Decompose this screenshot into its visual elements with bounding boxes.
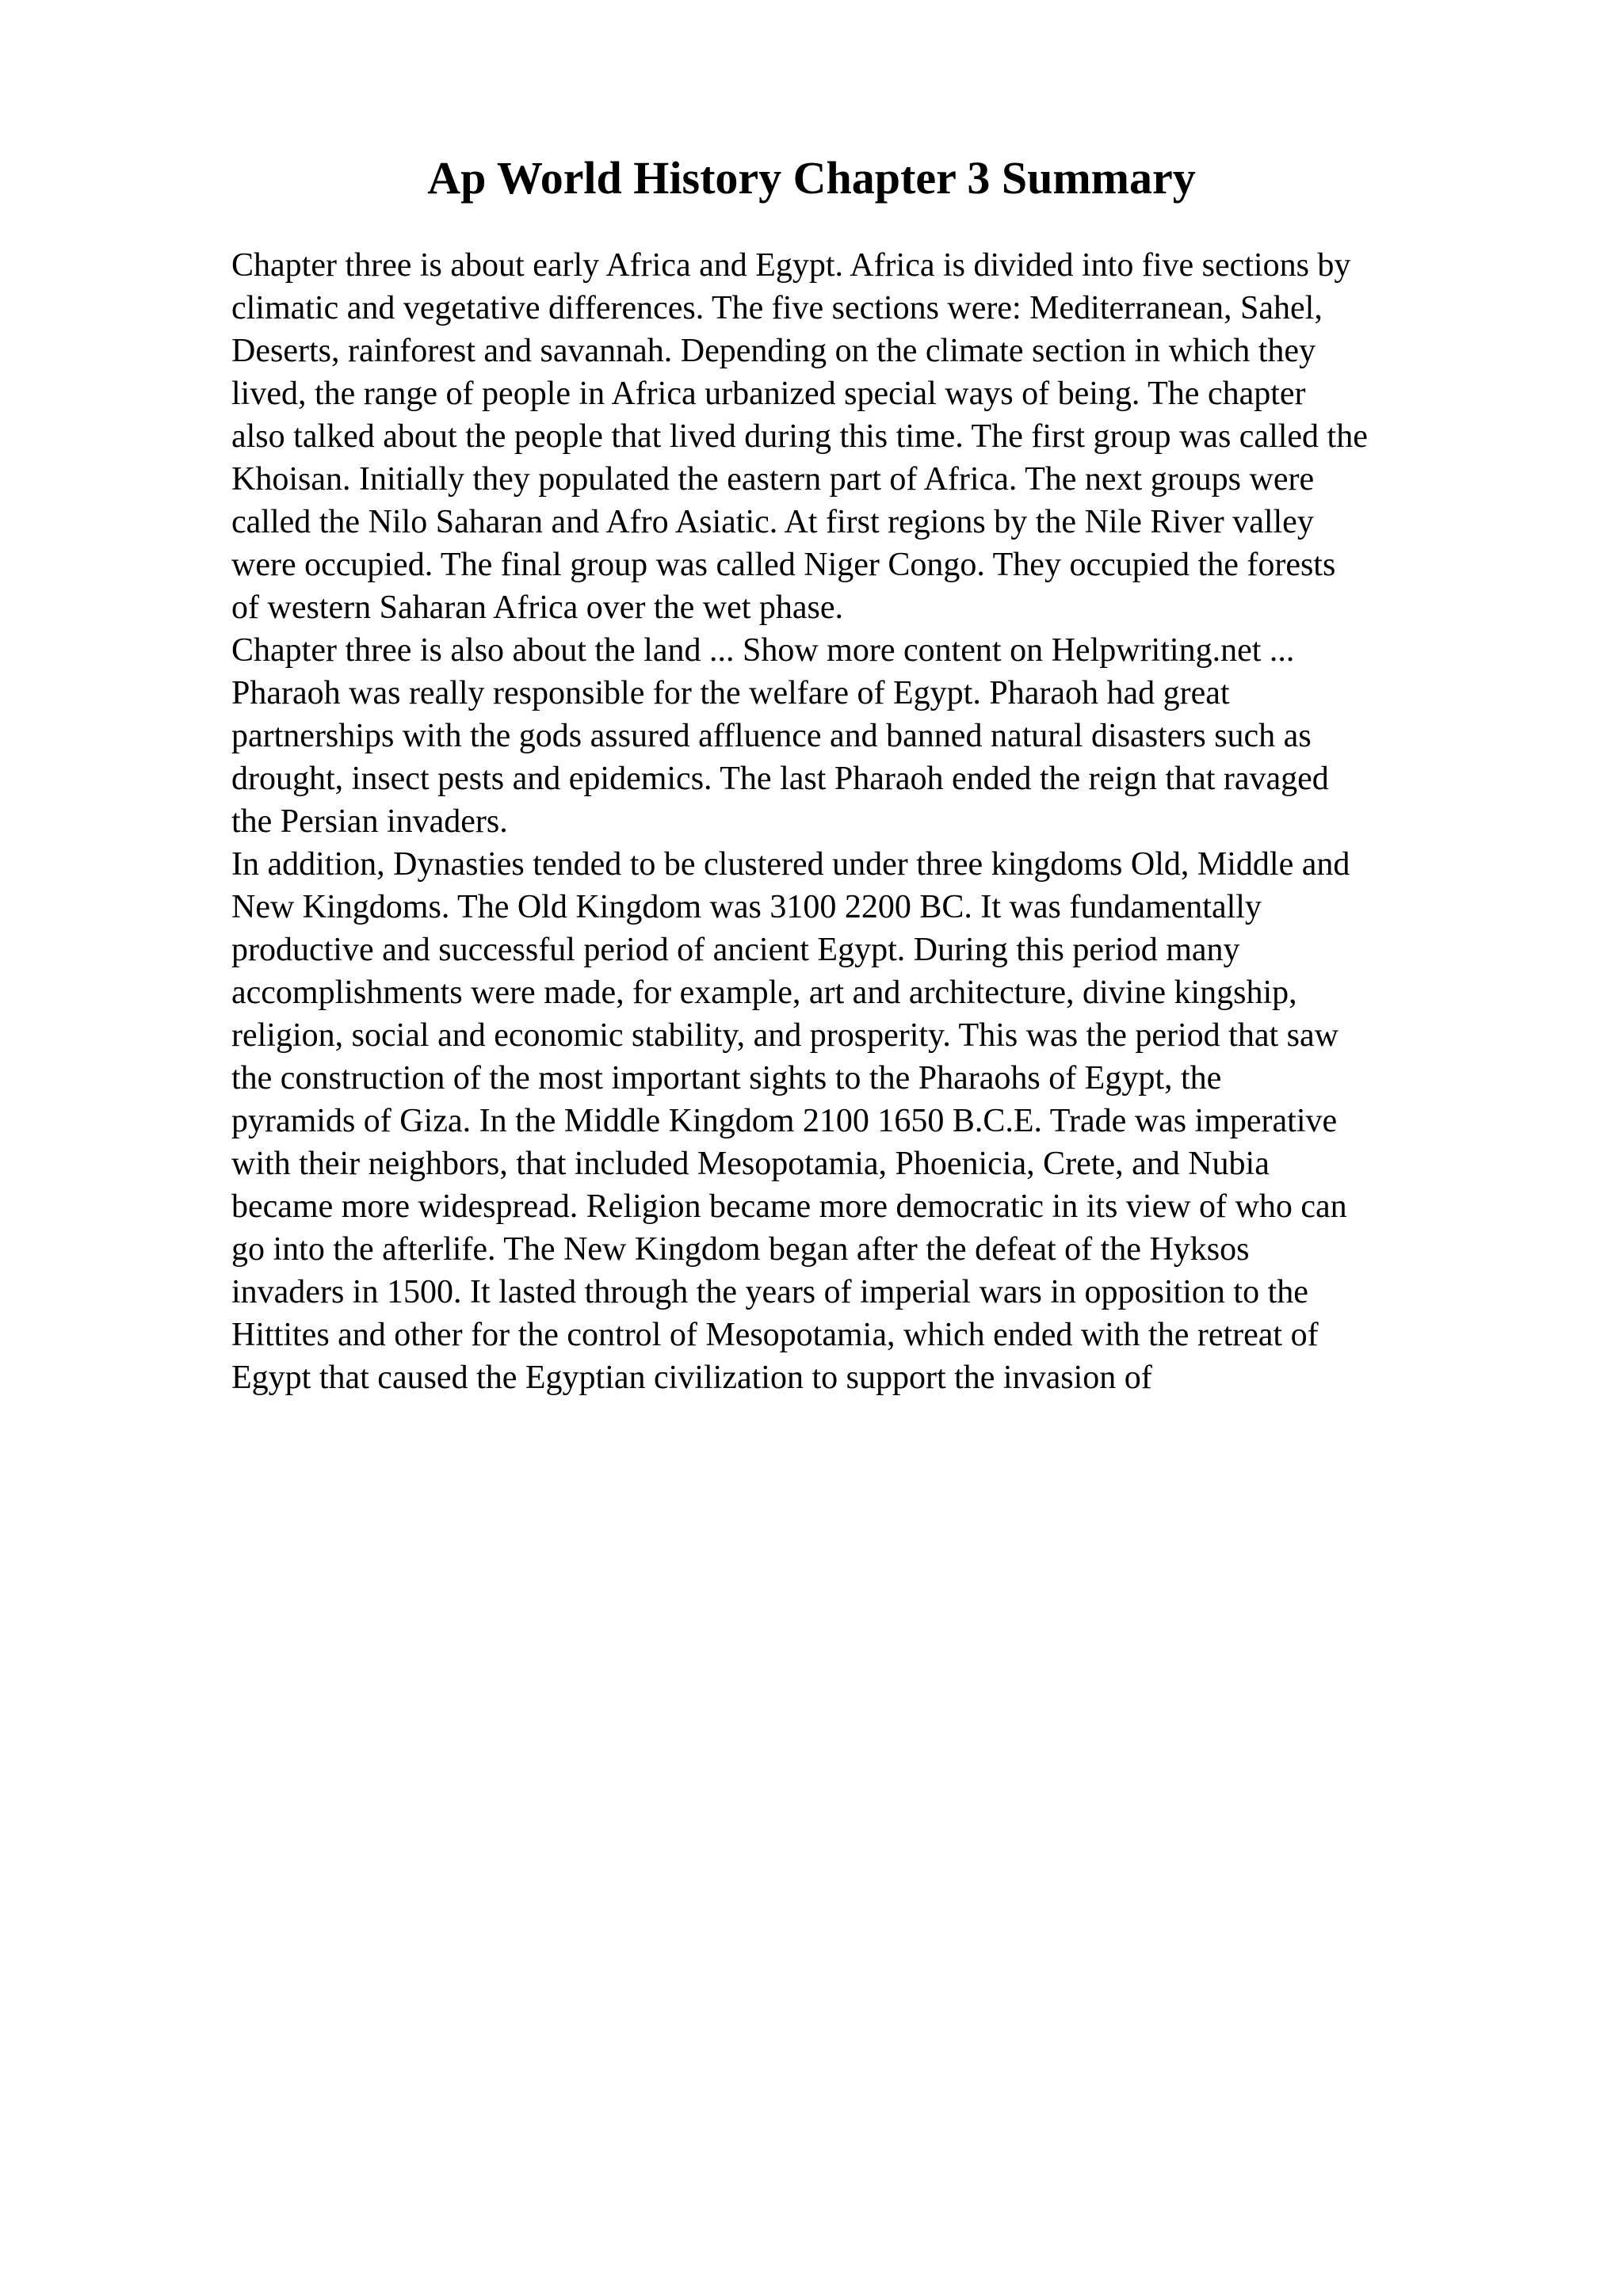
- body-line: called the Nilo Saharan and Afro Asiatic. At first regions by the Nile River valley: [231, 504, 1314, 540]
- body-line: Chapter three is also about the land ... Show more content on Helpwriting.net ...: [231, 632, 1295, 669]
- document-title: Ap World History Chapter 3 Summary: [427, 152, 1196, 204]
- body-line: religion, social and economic stability, and prosperity. This was the period that saw: [231, 1017, 1338, 1054]
- body-line: partnerships with the gods assured affluence and banned natural disasters such as: [231, 718, 1312, 754]
- body-line: go into the afterlife. The New Kingdom began after the defeat of the Hyksos: [231, 1231, 1250, 1268]
- body-line: Chapter three is about early Africa and Egypt. Africa is divided into five sections by: [231, 247, 1351, 284]
- body-line: the construction of the most important sights to the Pharaohs of Egypt, the: [231, 1060, 1222, 1097]
- body-line: New Kingdoms. The Old Kingdom was 3100 2200 BC. It was fundamentally: [231, 889, 1262, 925]
- body-line: Hittites and other for the control of Mesopotamia, which ended with the retreat of: [231, 1317, 1319, 1353]
- body-line: of western Saharan Africa over the wet phase.: [231, 589, 844, 626]
- body-line: climatic and vegetative differences. The five sections were: Mediterranean, Sahel,: [231, 290, 1323, 326]
- body-line: lived, the range of people in Africa urbanized special ways of being. The chapter: [231, 376, 1306, 412]
- body-line: became more widespread. Religion became more democratic in its view of who can: [231, 1188, 1347, 1225]
- body-line: Pharaoh was really responsible for the welfare of Egypt. Pharaoh had great: [231, 675, 1230, 711]
- body-line: In addition, Dynasties tended to be clustered under three kingdoms Old, Middle and: [231, 846, 1350, 883]
- document-body: [231, 244, 1515, 1399]
- body-line: productive and successful period of ancient Egypt. During this period many: [231, 932, 1240, 968]
- body-line: were occupied. The final group was called Niger Congo. They occupied the forests: [231, 547, 1336, 583]
- body-line: pyramids of Giza. In the Middle Kingdom 2100 1650 B.C.E. Trade was imperative: [231, 1103, 1338, 1139]
- body-line: the Persian invaders.: [231, 803, 508, 840]
- body-line: invaders in 1500. It lasted through the years of imperial wars in opposition to the: [231, 1274, 1308, 1310]
- body-line: with their neighbors, that included Mesopotamia, Phoenicia, Crete, and Nubia: [231, 1146, 1270, 1182]
- body-line: drought, insect pests and epidemics. The last Pharaoh ended the reign that ravaged: [231, 761, 1329, 797]
- body-line: Deserts, rainforest and savannah. Depending on the climate section in which they: [231, 333, 1316, 369]
- body-line: also talked about the people that lived during this time. The first group was called the: [231, 418, 1368, 455]
- body-line: accomplishments were made, for example, art and architecture, divine kingship,: [231, 974, 1297, 1011]
- body-line: Khoisan. Initially they populated the eastern part of Africa. The next groups were: [231, 461, 1315, 498]
- body-line: Egypt that caused the Egyptian civilization to support the invasion of: [231, 1360, 1152, 1396]
